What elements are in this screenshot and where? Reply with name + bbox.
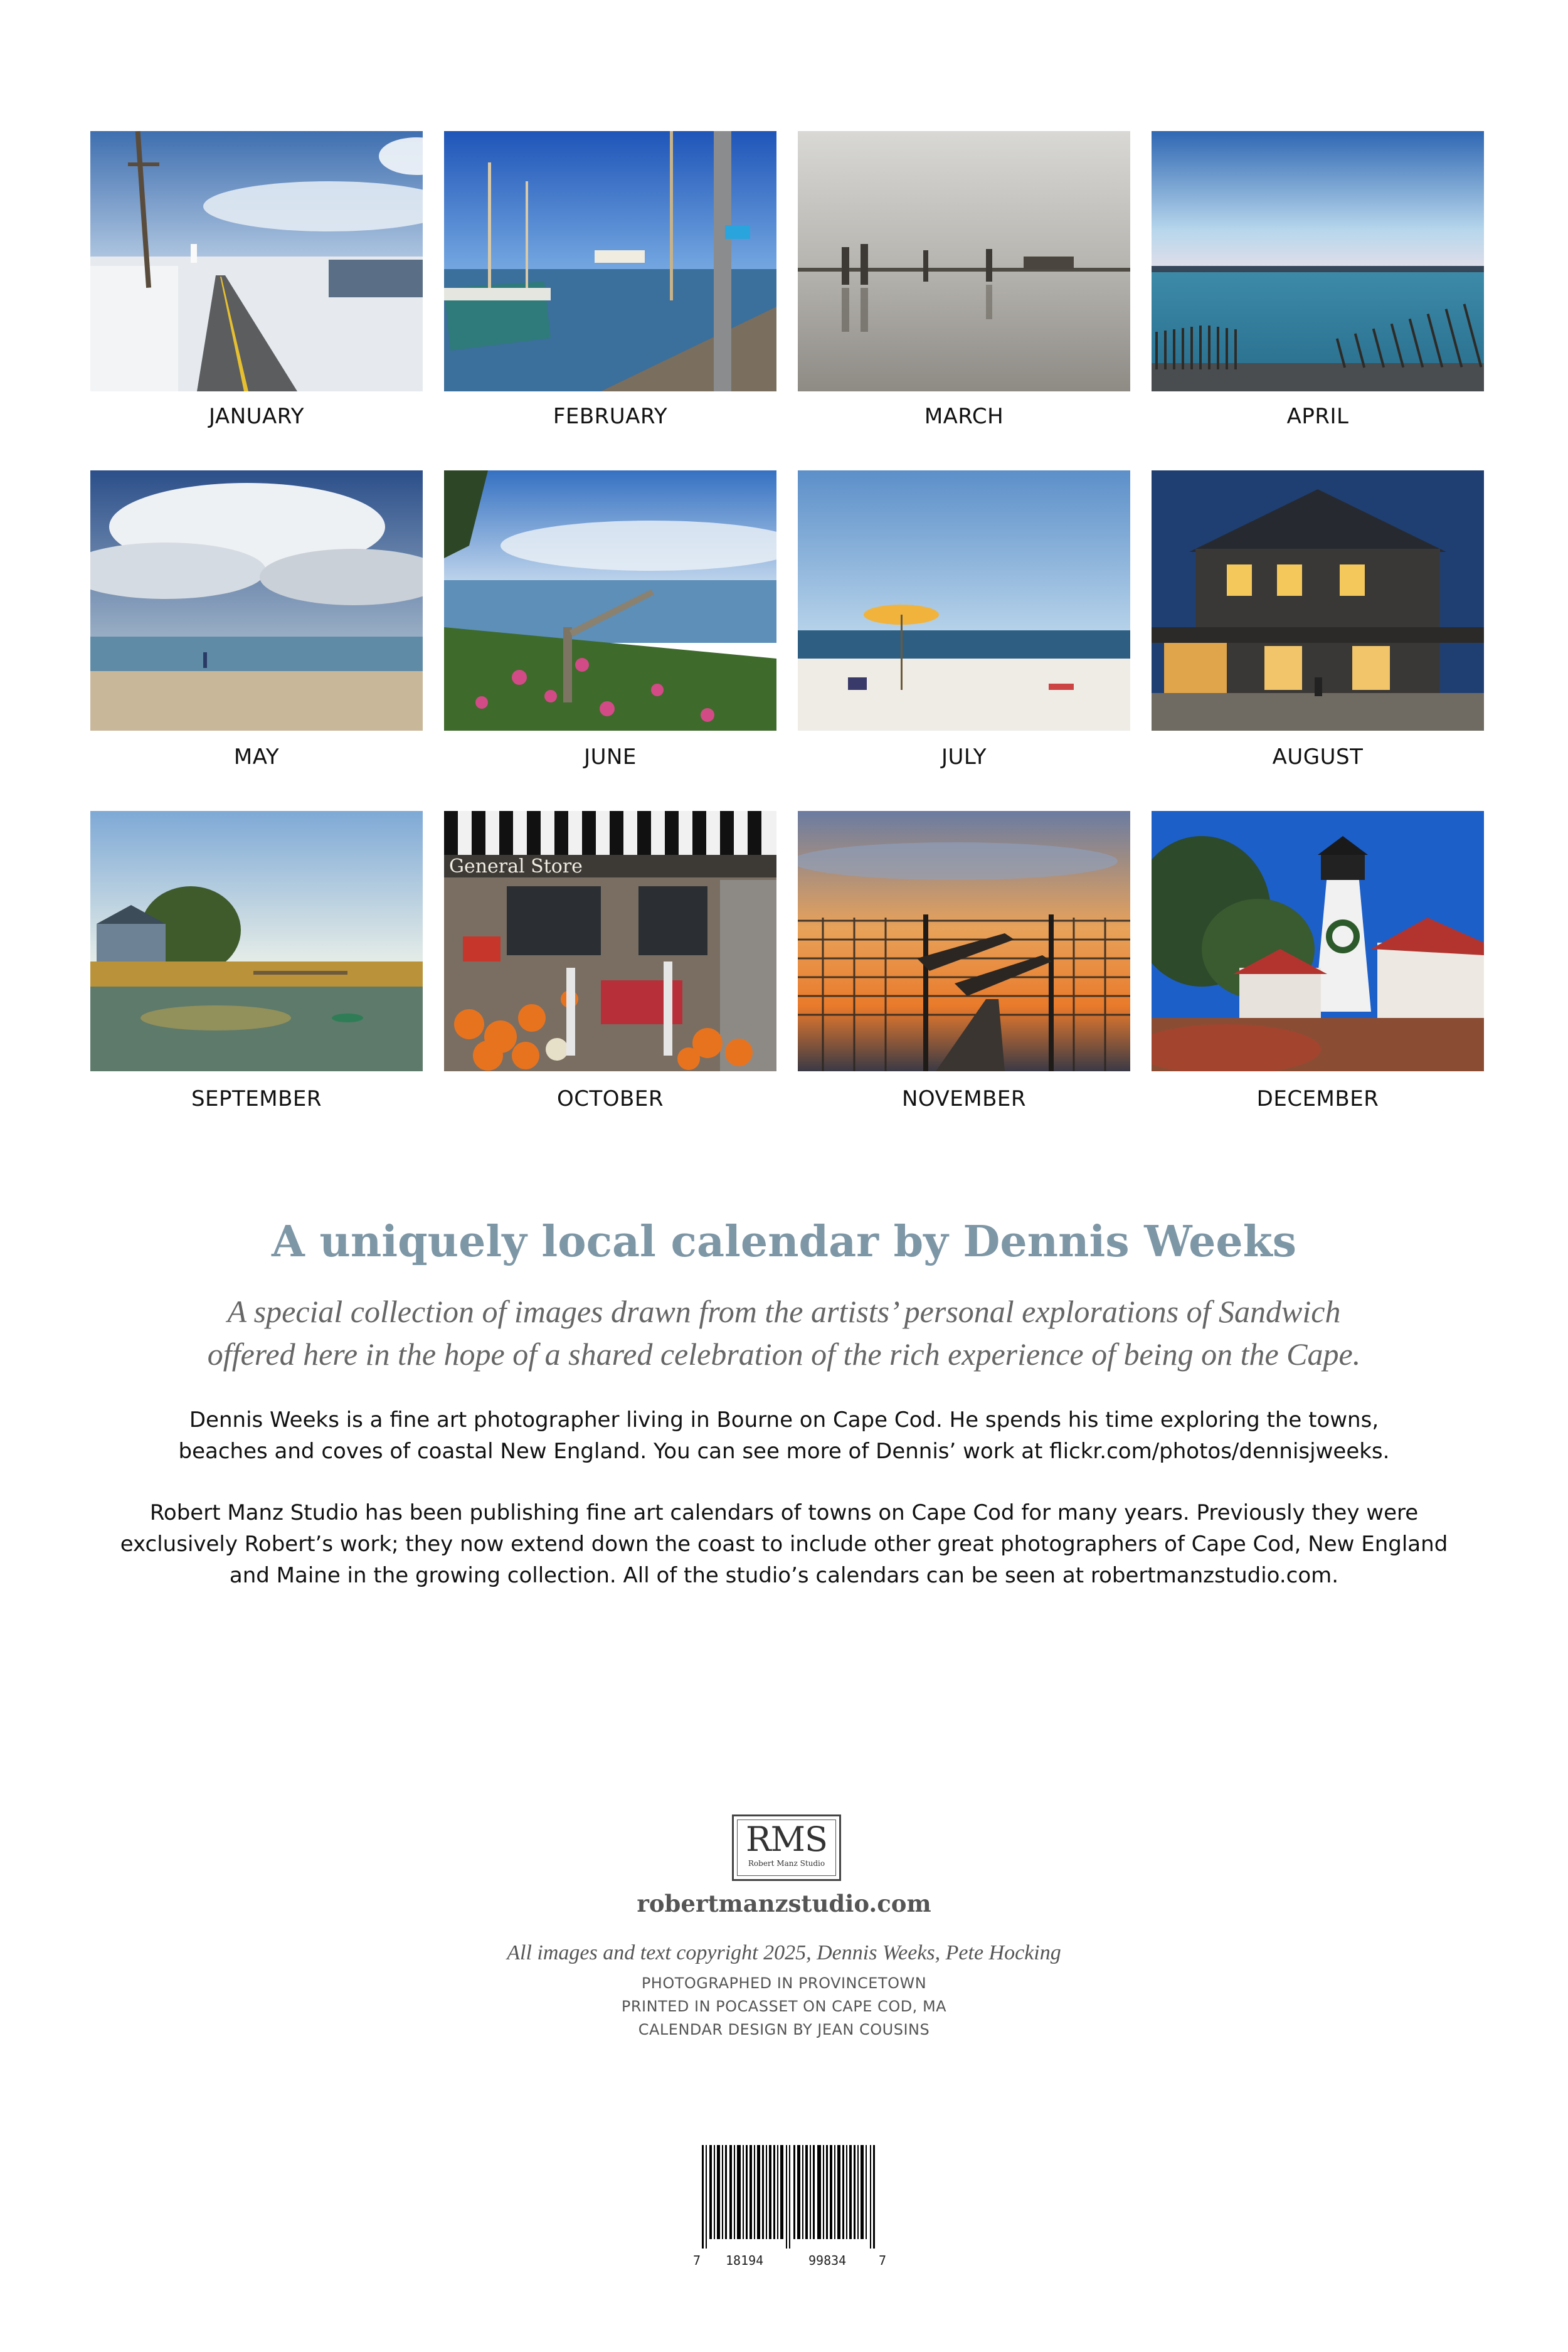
photo-may — [90, 470, 423, 731]
photo-july — [798, 470, 1130, 731]
photo-february — [444, 131, 776, 391]
month-label-january: JANUARY — [209, 404, 304, 429]
logo-studio-name: Robert Manz Studio — [748, 1859, 825, 1868]
month-label-august: AUGUST — [1272, 744, 1364, 770]
month-label-may: MAY — [233, 744, 280, 770]
photo-october — [444, 811, 776, 1071]
month-label-april: APRIL — [1286, 404, 1349, 429]
barcode-digit-last: 7 — [879, 2253, 887, 2268]
subline-2: offered here in the hope of a shared celebration of the rich experience of being on the Cape. — [207, 1337, 1361, 1372]
photo-september — [90, 811, 423, 1071]
general-store-sign: General Store — [449, 856, 583, 877]
credit-line-3: CALENDAR DESIGN BY JEAN COUSINS — [638, 2021, 930, 2038]
credit-line-2: PRINTED IN POCASSET ON CAPE COD, MA — [621, 1998, 947, 2015]
headline: A uniquely local calendar by Dennis Weeks — [271, 1217, 1297, 1267]
barcode — [693, 2145, 887, 2277]
rms-logo — [732, 1814, 841, 1881]
month-label-november: NOVEMBER — [901, 1086, 1027, 1111]
month-label-july: JULY — [941, 744, 987, 770]
photo-january — [90, 131, 423, 391]
month-label-march: MARCH — [924, 404, 1004, 429]
studio-line-1: Robert Manz Studio has been publishing fine art calendars of towns on Cape Cod for many years. Previously they were — [149, 1500, 1419, 1525]
month-label-february: FEBRUARY — [553, 404, 668, 429]
bio-line-2: beaches and coves of coastal New England. You can see more of Dennis’ work at flickr.com/photos/dennisjweeks. — [178, 1439, 1390, 1464]
month-label-october: OCTOBER — [557, 1086, 664, 1111]
photo-june — [444, 470, 776, 731]
barcode-digits-left: 18194 — [726, 2253, 764, 2268]
photo-april — [1152, 131, 1484, 391]
barcode-bars — [693, 2145, 887, 2249]
month-label-september: SEPTEMBER — [191, 1086, 322, 1111]
photo-december — [1152, 811, 1484, 1071]
copyright: All images and text copyright 2025, Dennis Weeks, Pete Hocking — [507, 1941, 1061, 1964]
barcode-digit-first: 7 — [693, 2253, 701, 2268]
studio-line-2: exclusively Robert’s work; they now extend down the coast to include other great photographers of Cape Cod, New England — [120, 1532, 1448, 1557]
photo-november — [798, 811, 1130, 1071]
month-label-december: DECEMBER — [1256, 1086, 1379, 1111]
credit-line-1: PHOTOGRAPHED IN PROVINCETOWN — [641, 1974, 927, 1992]
studio-line-3: and Maine in the growing collection. All of the studio’s calendars can be seen at robertmanzstudio.com. — [229, 1563, 1339, 1588]
photo-august — [1152, 470, 1484, 731]
subline-1: A special collection of images drawn from the artists’ personal explorations of Sandwich — [227, 1294, 1341, 1329]
bio-line-1: Dennis Weeks is a fine art photographer living in Bourne on Cape Cod. He spends his time exploring the towns, — [189, 1407, 1379, 1433]
barcode-digits-right: 99834 — [808, 2253, 847, 2268]
photo-march — [798, 131, 1130, 391]
logo-letters: RMS — [746, 1820, 827, 1859]
month-label-june: JUNE — [584, 744, 637, 770]
website: robertmanzstudio.com — [637, 1890, 931, 1917]
